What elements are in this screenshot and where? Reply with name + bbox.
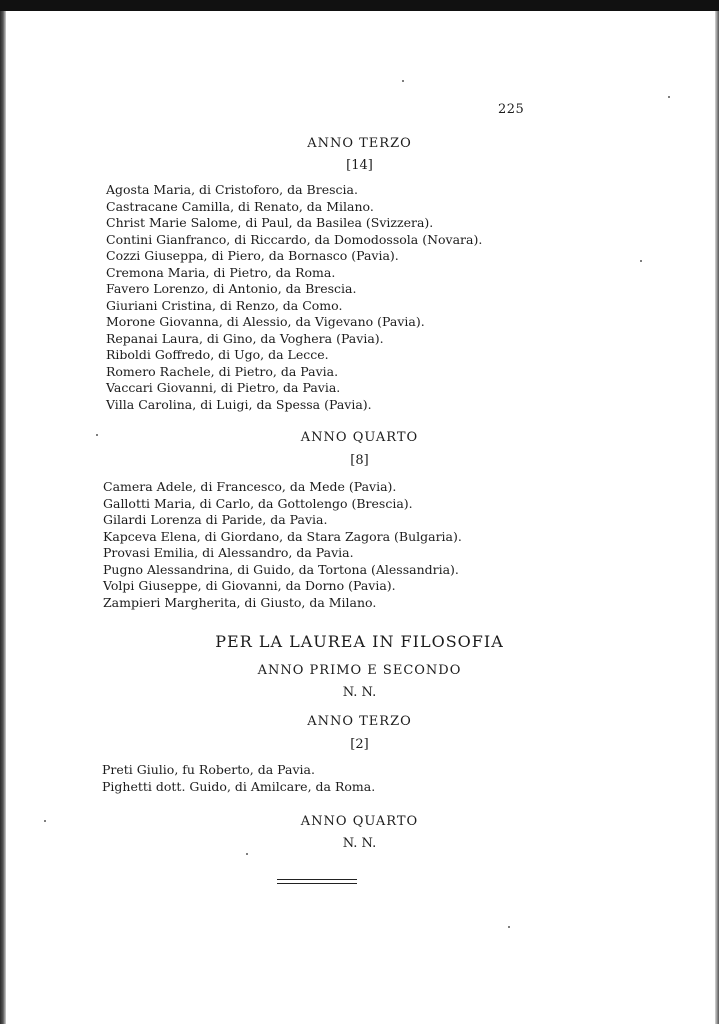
list-item: Cozzi Giuseppa, di Piero, da Bornasco (Pavia). <box>106 248 399 263</box>
scan-speck <box>96 434 98 436</box>
list-item: Riboldi Goffredo, di Ugo, da Lecce. <box>106 347 329 362</box>
scan-speck <box>402 80 404 82</box>
list-item: Romero Rachele, di Pietro, da Pavia. <box>106 363 339 379</box>
scan-speck <box>44 820 46 822</box>
scan-speck <box>508 926 510 928</box>
filosofia-heading-anno-primo-secondo: ANNO PRIMO E SECONDO <box>257 663 462 678</box>
scan-top-border <box>0 0 719 11</box>
filosofia-heading: PER LA LAUREA IN FILOSOFIA <box>215 632 504 651</box>
student-list-filosofia-terzo <box>102 762 375 795</box>
section-count-anno-terzo: [14] <box>346 158 373 173</box>
student-list-anno-quarto <box>103 479 462 611</box>
list-item: Gilardi Lorenza di Paride, da Pavia. <box>103 512 328 527</box>
list-item: Vaccari Giovanni, di Pietro, da Pavia. <box>106 380 341 395</box>
list-item: Favero Lorenzo, di Antonio, da Brescia. <box>106 281 357 296</box>
list-item: Villa Carolina, di Luigi, da Spessa (Pavia). <box>106 396 372 412</box>
filosofia-heading-anno-quarto: ANNO QUARTO <box>300 814 419 829</box>
list-item: Gallotti Maria, di Carlo, da Gottolengo (Brescia). <box>103 495 413 511</box>
filosofia-count-anno-quarto: N. N. <box>342 836 377 851</box>
list-item: Repanai Laura, di Gino, da Voghera (Pavia). <box>106 330 384 346</box>
scan-speck <box>246 853 248 855</box>
list-item: Christ Marie Salome, di Paul, da Basilea (Svizzera). <box>106 215 434 230</box>
scan-speck <box>640 260 642 262</box>
section-heading-anno-terzo: ANNO TERZO <box>307 136 412 151</box>
list-item: Volpi Giuseppe, di Giovanni, da Dorno (Pavia). <box>103 578 396 593</box>
section-count-anno-quarto: [8] <box>350 453 369 468</box>
list-item: Provasi Emilia, di Alessandro, da Pavia. <box>103 545 354 560</box>
list-item: Morone Giovanna, di Alessio, da Vigevano (Pavia). <box>106 314 425 329</box>
list-item: Castracane Camilla, di Renato, da Milano. <box>106 198 374 214</box>
scan-speck <box>668 96 670 98</box>
page-number: 225 <box>498 102 525 117</box>
list-item: Kapceva Elena, di Giordano, da Stara Zagora (Bulgaria). <box>103 528 462 544</box>
list-item: Cremona Maria, di Pietro, da Roma. <box>106 264 336 280</box>
closing-rule-top <box>277 879 357 880</box>
list-item: Giuriani Cristina, di Renzo, da Como. <box>106 297 343 313</box>
list-item: Contini Gianfranco, di Riccardo, da Domodossola (Novara). <box>106 231 483 247</box>
filosofia-count-anno-terzo: [2] <box>350 737 369 752</box>
list-item: Pugno Alessandrina, di Guido, da Tortona (Alessandria). <box>103 561 459 577</box>
filosofia-count-anno-primo-secondo: N. N. <box>342 685 377 700</box>
list-item: Zampieri Margherita, di Giusto, da Milano. <box>103 594 377 610</box>
filosofia-heading-anno-terzo: ANNO TERZO <box>307 714 412 729</box>
list-item: Agosta Maria, di Cristoforo, da Brescia. <box>106 182 358 197</box>
student-list-anno-terzo <box>106 182 482 413</box>
section-heading-anno-quarto: ANNO QUARTO <box>300 430 419 445</box>
list-item: Preti Giulio, fu Roberto, da Pavia. <box>102 762 315 777</box>
closing-rule-bottom <box>277 883 357 884</box>
list-item: Pighetti dott. Guido, di Amilcare, da Roma. <box>102 778 376 794</box>
list-item: Camera Adele, di Francesco, da Mede (Pavia). <box>103 479 397 494</box>
